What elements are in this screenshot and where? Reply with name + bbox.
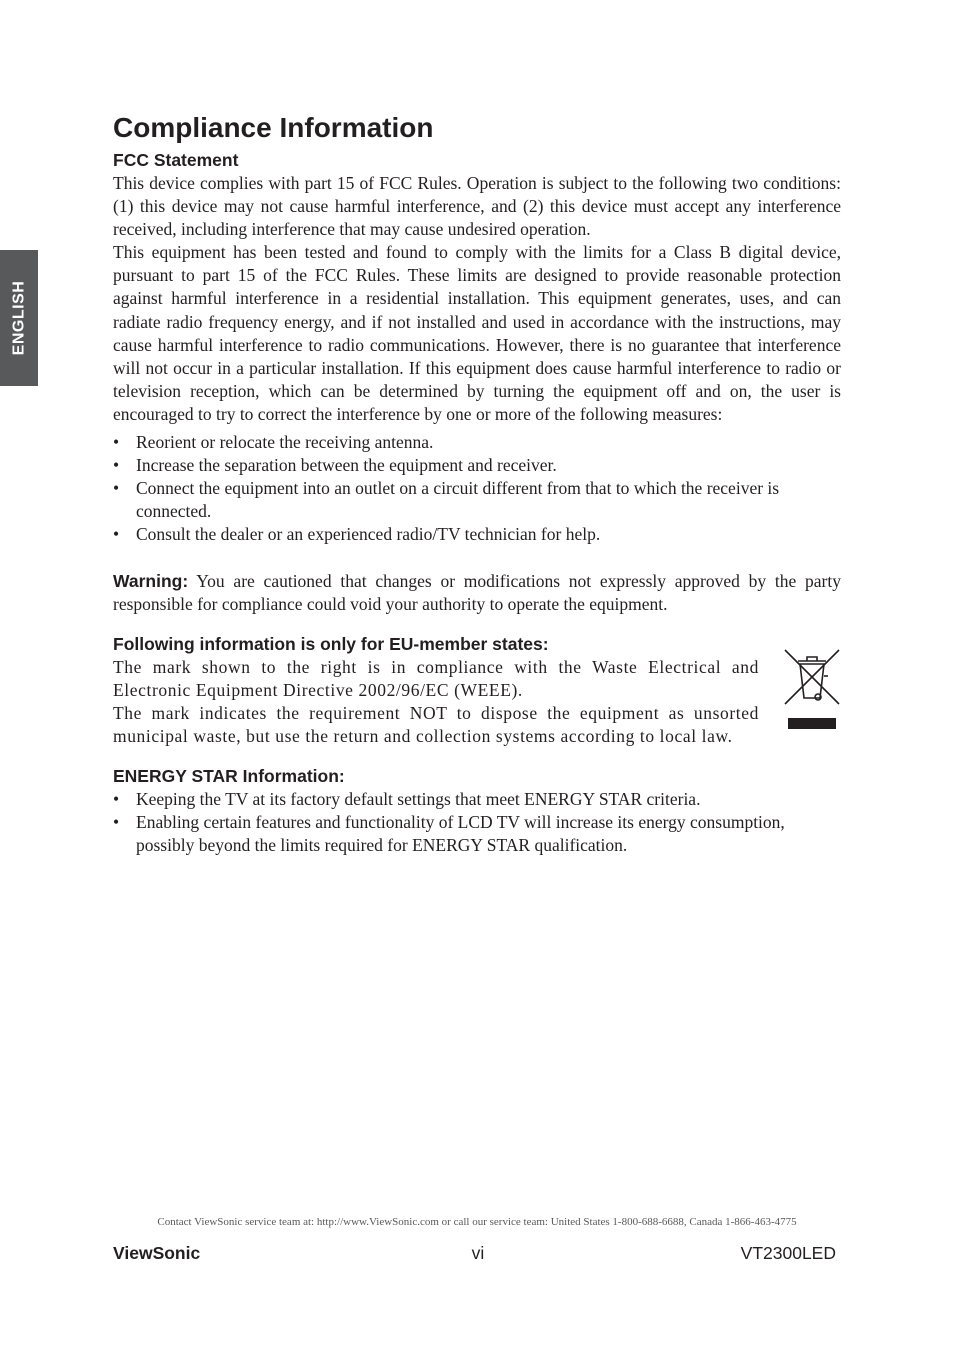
warning-label: Warning: [113, 570, 189, 591]
fcc-heading: FCC Statement [113, 150, 239, 170]
footer-model: VT2300LED [740, 1243, 836, 1263]
eu-section [113, 656, 841, 748]
eu-paragraph-2: The mark indicates the requirement NOT to dispose the equipment as unsorted municipal waste, but use the return and collection systems according to local law. [113, 702, 759, 746]
weee-crossed-bin-icon [783, 648, 841, 735]
energy-star-list [113, 788, 841, 857]
eu-paragraph-1: The mark shown to the right is in compliance with the Waste Electrical and Electronic Equipment Directive 2002/96/EC (WEEE). [113, 656, 759, 700]
list-item: • Keeping the TV at its factory default settings that meet ENERGY STAR criteria. [113, 788, 841, 811]
eu-heading: Following information is only for EU-member states: [113, 633, 549, 654]
footer-brand: ViewSonic [113, 1243, 201, 1263]
page-content [113, 108, 841, 857]
footer-contact: Contact ViewSonic service team at: http://www.ViewSonic.com or call our service team: United States 1-800-688-6688, Canada 1-866-463-4775 [157, 1216, 797, 1228]
page-footer [113, 1243, 836, 1267]
list-item: • Reorient or relocate the receiving antenna. [113, 431, 841, 454]
list-item: • Enabling certain features and functionality of LCD TV will increase its energy consumption, possibly beyond the limits required for ENERGY STAR qualification. [113, 811, 841, 857]
list-item: • Consult the dealer or an experienced radio/TV technician for help. [113, 523, 841, 546]
page-number: vi [471, 1243, 485, 1263]
fcc-paragraph-1: This device complies with part 15 of FCC Rules. Operation is subject to the following two conditions: (1) this device may not cause harmful interference, and (2) this device must accept any interference received, including interference that may cause undesired operation. [113, 173, 841, 240]
language-tab-label: ENGLISH [10, 280, 27, 356]
language-tab [0, 250, 38, 386]
warning-paragraph [113, 570, 841, 616]
list-item: • Connect the equipment into an outlet on a circuit different from that to which the receiver is connected. [113, 477, 841, 523]
page-title: Compliance Information [113, 112, 434, 143]
fcc-measures-list [113, 431, 841, 546]
warning-text: You are cautioned that changes or modifications not expressly approved by the party responsible for compliance could void your authority to operate the equipment. [113, 570, 841, 614]
fcc-paragraph-2: This equipment has been tested and found to comply with the limits for a Class B digital device, pursuant to part 15 of the FCC Rules. These limits are designed to provide reasonable protection against harmful interference in a residential installation. This equipment generates, uses, and can radiate radio frequency energy, and if not installed and used in accordance with the instructions, may cause harmful interference to radio communications. However, there is no guarantee that interference will not occur in a particular installation. If this equipment does cause harmful interference to radio or television reception, which can be determined by turning the equipment off and on, the user is encouraged to try to correct the interference by one or more of the following measures: [113, 242, 841, 424]
list-item: • Increase the separation between the equipment and receiver. [113, 454, 841, 477]
energy-star-heading: ENERGY STAR Information: [113, 766, 345, 787]
